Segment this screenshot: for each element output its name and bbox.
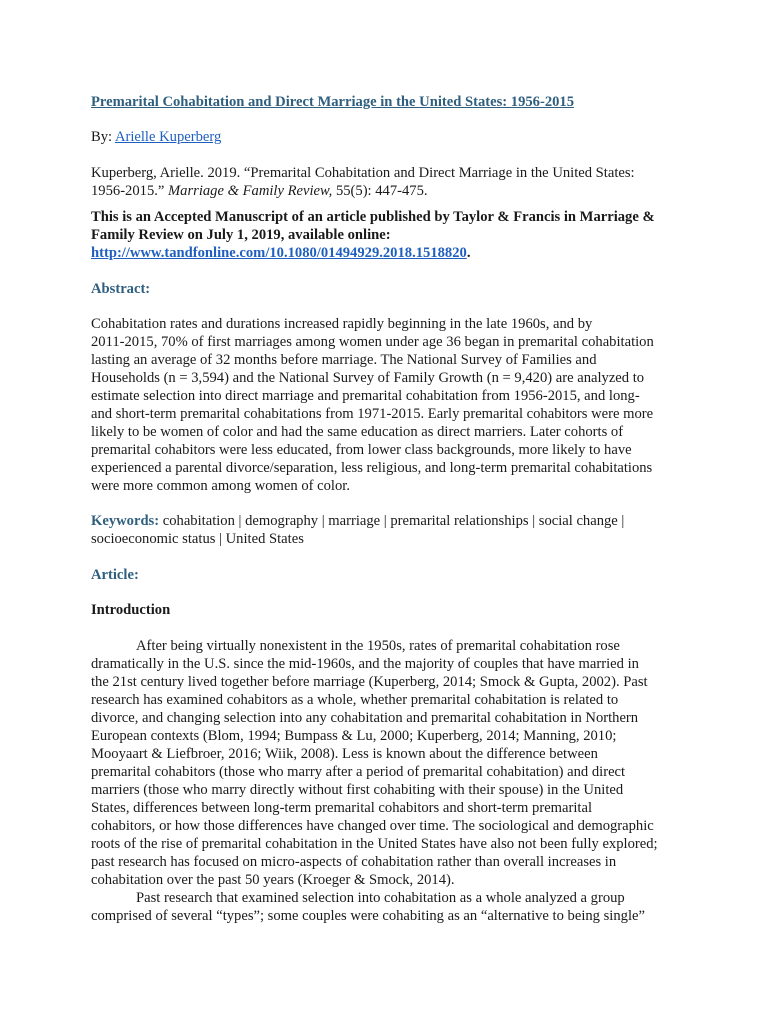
abstract-line: Cohabitation rates and durations increased rapidly beginning in the late 1960s, and by bbox=[91, 316, 593, 332]
abstract-line: experienced a parental divorce/separation, less religious, and long-term premarital cohabitations bbox=[91, 460, 653, 476]
accepted-line-1: This is an Accepted Manuscript of an article published by Taylor & Francis in Marriage & bbox=[91, 209, 655, 225]
abstract-line: and short-term premarital cohabitations from 1971-2015. Early premarital cohabitors were more bbox=[91, 406, 654, 422]
accepted-line-3 bbox=[91, 244, 691, 262]
body-line: dramatically in the U.S. since the mid-1960s, and the majority of couples that have married in bbox=[91, 656, 639, 672]
keywords-list: cohabitation | demography | marriage | premarital relationships | social change | bbox=[159, 513, 625, 529]
body-line: Mooyaart & Liefbroer, 2016; Wiik, 2008). Less is known about the difference between bbox=[91, 746, 598, 762]
article-url-link[interactable]: http://www.tandfonline.com/10.1080/01494929.2018.1518820 bbox=[91, 245, 467, 261]
body-line: cohabitation over the past 50 years (Kroeger & Smock, 2014). bbox=[91, 872, 455, 888]
author-link[interactable]: Arielle Kuperberg bbox=[114, 129, 222, 145]
citation-part-b: 55(5): 447-475. bbox=[332, 183, 428, 199]
abstract-line: lasting an average of 32 months before marriage. The National Survey of Families and bbox=[91, 352, 597, 368]
body-line: Past research that examined selection into cohabitation as a whole analyzed a group bbox=[136, 890, 625, 906]
citation bbox=[91, 164, 691, 200]
introduction-heading: Introduction bbox=[91, 602, 171, 618]
body-line: research has examined cohabitors as a whole, whether premarital cohabitation is related to bbox=[91, 692, 619, 708]
body-line: comprised of several “types”; some couples were cohabiting as an “alternative to being single” bbox=[91, 908, 645, 924]
byline-prefix: By: bbox=[91, 129, 115, 145]
abstract-line: premarital cohabitors were less educated, from lower class backgrounds, more likely to have bbox=[91, 442, 632, 458]
abstract-line: estimate selection into direct marriage and premarital cohabitation from 1956-2015, and long- bbox=[91, 388, 640, 404]
byline bbox=[91, 128, 691, 146]
body-line: divorce, and changing selection into any cohabitation and premarital cohabitation in Northern bbox=[91, 710, 639, 726]
keywords-label: Keywords: bbox=[91, 513, 160, 529]
accepted-line-2: Family Review on July 1, 2019, available online: bbox=[91, 227, 391, 243]
body-line: marriers (those who marry directly without first cohabiting with their spouse) in the United bbox=[91, 782, 624, 798]
article-heading: Article: bbox=[91, 567, 139, 583]
abstract-line: Households (n = 3,594) and the National Survey of Family Growth (n = 9,420) are analyzed to bbox=[91, 370, 645, 386]
abstract-heading: Abstract: bbox=[91, 281, 151, 297]
introduction-body bbox=[91, 637, 691, 925]
accepted-manuscript-note bbox=[91, 208, 691, 262]
keywords-line-2: socioeconomic status | United States bbox=[91, 531, 304, 547]
citation-part-a: 1956-2015.” bbox=[91, 183, 169, 199]
citation-line-1: Kuperberg, Arielle. 2019. “Premarital Cohabitation and Direct Marriage in the United States: bbox=[91, 165, 635, 181]
accepted-period: . bbox=[466, 245, 471, 261]
abstract-body bbox=[91, 315, 691, 495]
citation-line-2 bbox=[91, 182, 691, 200]
body-line: States, differences between long-term premarital cohabitors and short-term premarital bbox=[91, 800, 592, 816]
body-line: premarital cohabitors (those who marry after a period of premarital cohabitation) and direct bbox=[91, 764, 626, 780]
body-line: European contexts (Blom, 1994; Bumpass & Lu, 2000; Kuperberg, 2014; Manning, 2010; bbox=[91, 728, 617, 744]
body-line: the 21st century lived together before marriage (Kuperberg, 2014; Smock & Gupta, 2002). Past bbox=[91, 674, 648, 690]
keywords-line-1 bbox=[91, 512, 691, 530]
keywords bbox=[91, 512, 691, 548]
body-line: roots of the rise of premarital cohabitation in the United States have also not been fully explored; bbox=[91, 836, 658, 852]
citation-journal: Marriage & Family Review, bbox=[168, 183, 333, 199]
body-line: After being virtually nonexistent in the 1950s, rates of premarital cohabitation rose bbox=[136, 638, 620, 654]
abstract-line: likely to be women of color and had the same education as direct marriers. Later cohorts of bbox=[91, 424, 624, 440]
abstract-line: were more common among women of color. bbox=[91, 478, 350, 494]
body-line: past research has focused on micro-aspects of cohabitation rather than overall increases in bbox=[91, 854, 617, 870]
body-line: cohabitors, or how those differences have changed over time. The sociological and demographic bbox=[91, 818, 654, 834]
abstract-line: 2011-2015, 70% of first marriages among women under age 36 began in premarital cohabitation bbox=[91, 334, 654, 350]
article-title-link[interactable]: Premarital Cohabitation and Direct Marriage in the United States: 1956-2015 bbox=[91, 94, 575, 110]
